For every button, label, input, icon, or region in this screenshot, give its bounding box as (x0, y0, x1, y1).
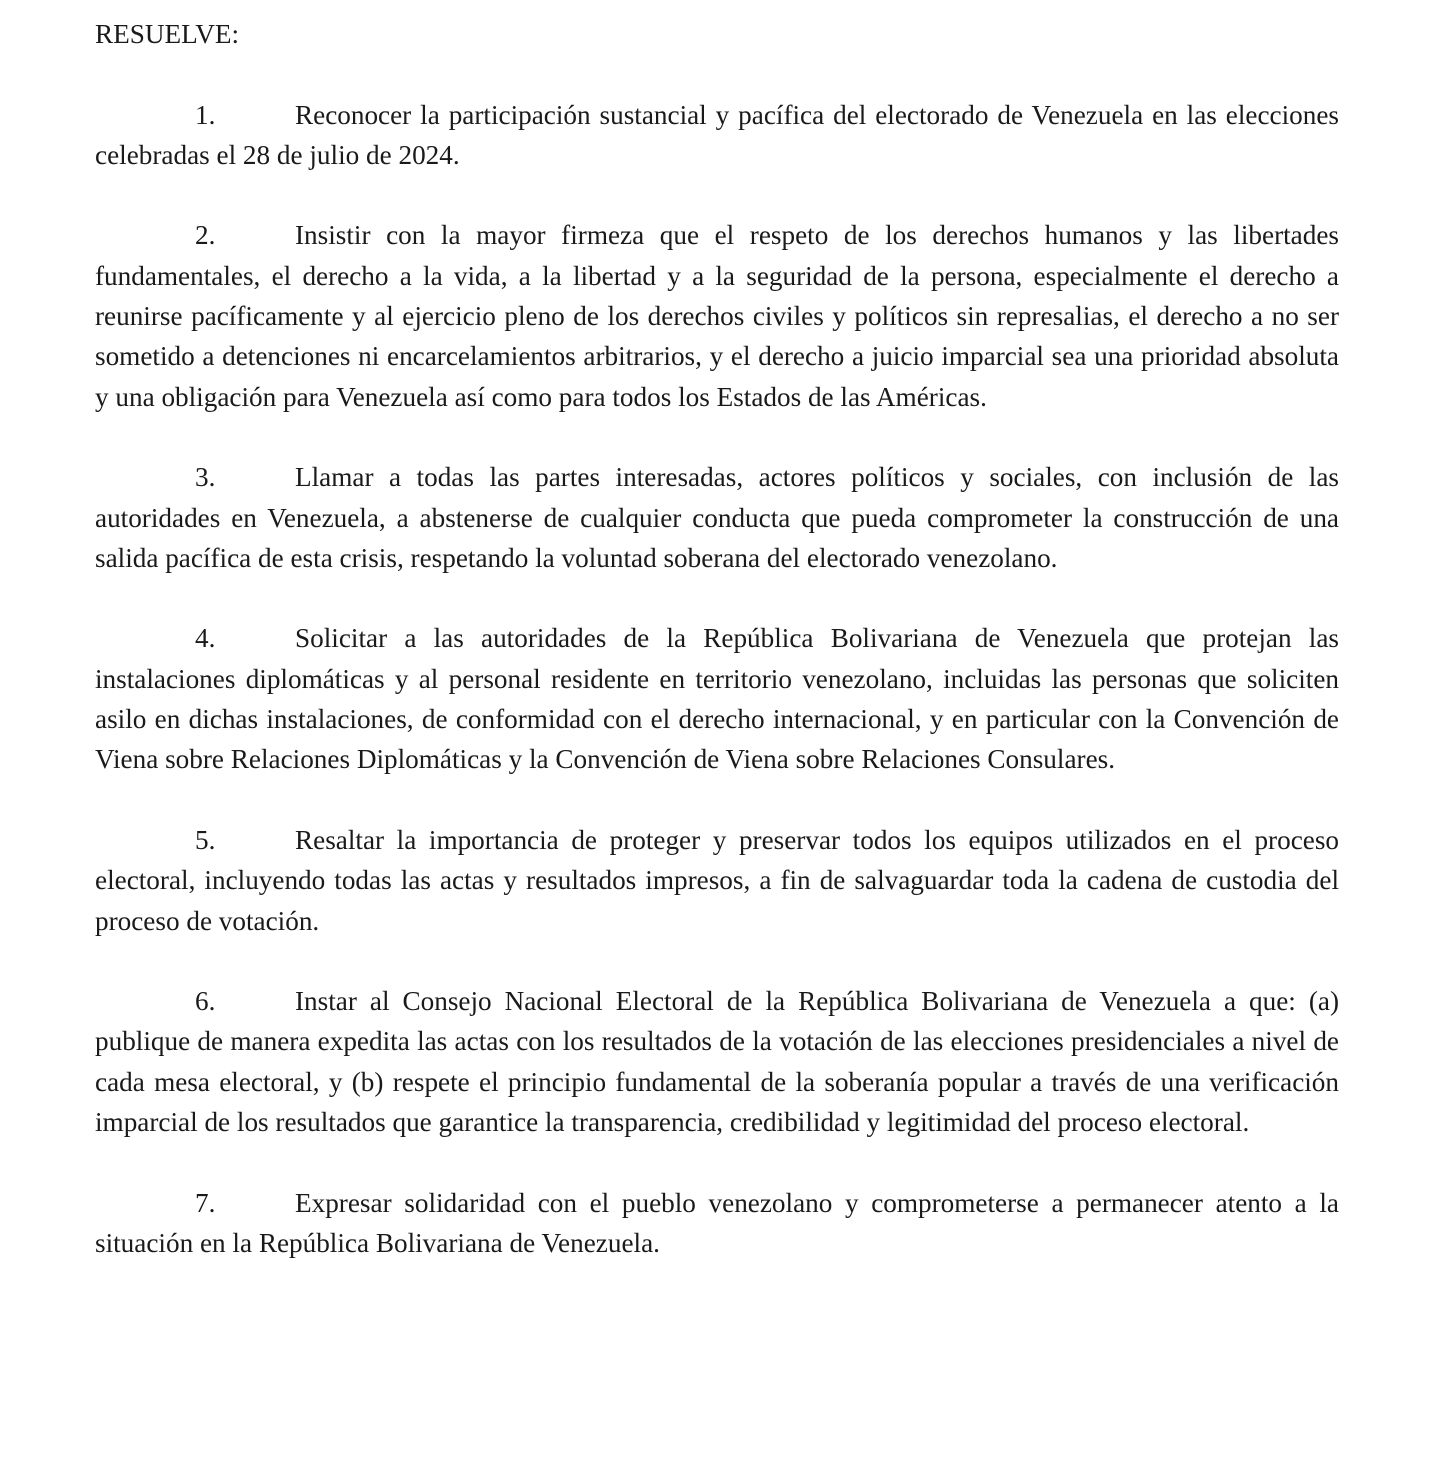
item-number: 2. (195, 220, 216, 251)
document-page (95, 14, 1339, 1304)
resolution-item-2 (95, 215, 1339, 416)
resolution-item-7 (95, 1183, 1339, 1264)
resolution-item-4 (95, 618, 1339, 779)
resolution-item-1 (95, 95, 1339, 176)
item-text: Reconocer la participación sustancial y pacífica del electorado de Venezuela en las elecciones celebradas el 28 de julio de 2024. (95, 99, 1339, 170)
item-number: 5. (195, 824, 216, 855)
resolution-item-3 (95, 457, 1339, 578)
resolution-item-6 (95, 981, 1339, 1142)
item-text: Resaltar la importancia de proteger y preservar todos los equipos utilizados en el proceso electoral, incluyendo todas las actas y resultados impresos, a fin de salvaguardar toda la cadena de custodia del proceso de votación. (95, 824, 1339, 936)
section-heading: RESUELVE: (95, 19, 240, 49)
resolution-item-5 (95, 820, 1339, 941)
item-text: Solicitar a las autoridades de la República Bolivariana de Venezuela que protejan las instalaciones diplomáticas y al personal residente en territorio venezolano, incluidas las personas que soliciten asilo en dichas instalaciones, de conformidad con el derecho internacional, y en particular con la Convención de Viena sobre Relaciones Diplomáticas y la Convención de Viena sobre Relaciones Consulares. (95, 623, 1339, 775)
item-number: 7. (195, 1187, 216, 1218)
item-number: 6. (195, 986, 216, 1017)
item-text: Instar al Consejo Nacional Electoral de la República Bolivariana de Venezuela a que: (a) publique de manera expedita las actas con los resultados de la votación de las elecciones presidenciales a nivel de cada mesa electoral, y (b) respete el principio fundamental de la soberanía popular a través de una verificación imparcial de los resultados que garantice la transparencia, credibilidad y legitimidad del proceso electoral. (95, 986, 1339, 1138)
item-text: Insistir con la mayor firmeza que el respeto de los derechos humanos y las libertades fundamentales, el derecho a la vida, a la libertad y a la seguridad de la persona, especialmente el derecho a reunirse pacíficamente y al ejercicio pleno de los derechos civiles y políticos sin represalias, el derecho a no ser sometido a detenciones ni encarcelamientos arbitrarios, y el derecho a juicio imparcial sea una prioridad absoluta y una obligación para Venezuela así como para todos los Estados de las Américas. (95, 220, 1339, 412)
item-text: Llamar a todas las partes interesadas, actores políticos y sociales, con inclusión de las autoridades en Venezuela, a abstenerse de cualquier conducta que pueda comprometer la construcción de una salida pacífica de esta crisis, respetando la voluntad soberana del electorado venezolano. (95, 462, 1339, 573)
item-number: 3. (195, 462, 216, 493)
item-number: 1. (195, 99, 216, 130)
item-number: 4. (195, 623, 216, 654)
item-text: Expresar solidaridad con el pueblo venezolano y comprometerse a permanecer atento a la situación en la República Bolivariana de Venezuela. (95, 1187, 1339, 1258)
